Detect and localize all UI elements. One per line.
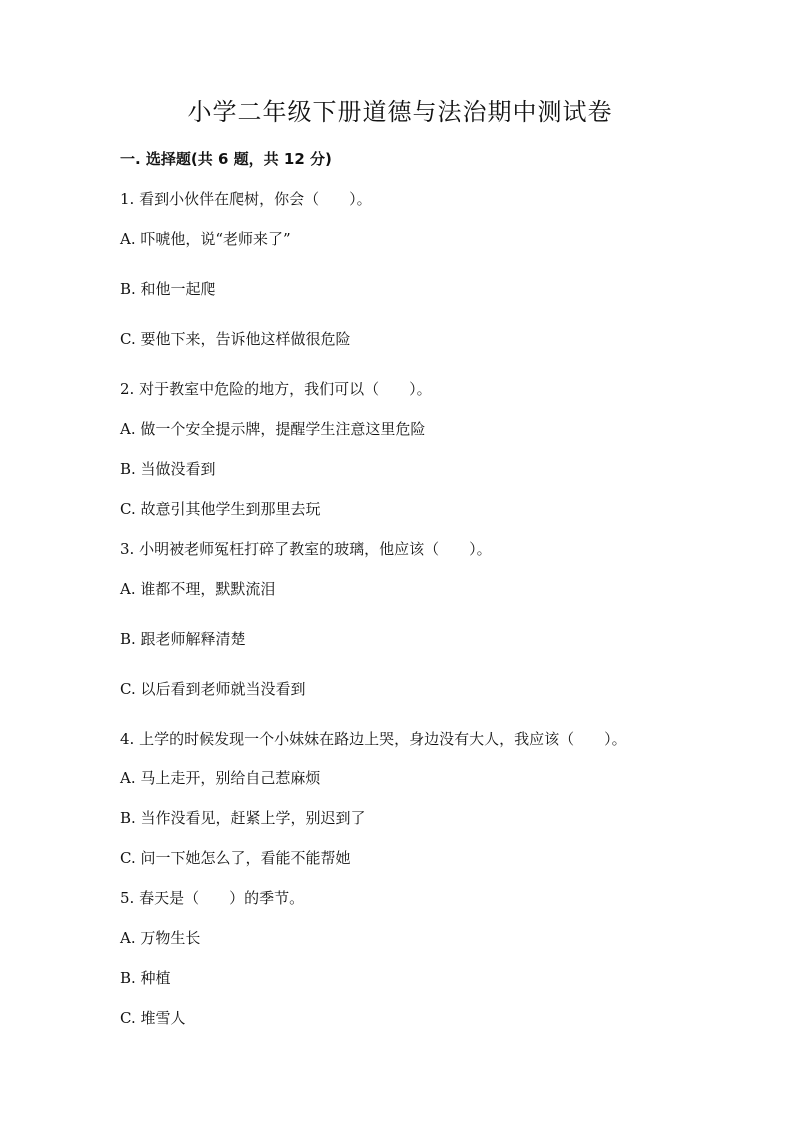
question-4-stem: 4. 上学的时候发现一个小妹妹在路边上哭，身边没有大人，我应该（ ）。	[120, 730, 627, 748]
question-3-option-b: B. 跟老师解释清楚	[120, 630, 246, 648]
page-title: 小学二年级下册道德与法治期中测试卷	[187, 98, 613, 126]
question-3-option-a: A. 谁都不理，默默流泪	[120, 580, 276, 598]
question-1-stem: 1. 看到小伙伴在爬树，你会（ ）。	[120, 190, 372, 208]
question-3-option-c: C. 以后看到老师就当没看到	[120, 680, 306, 698]
question-1-option-b: B. 和他一起爬	[120, 280, 216, 298]
question-5-option-a: A. 万物生长	[120, 929, 201, 947]
question-4-option-b: B. 当作没看见，赶紧上学，别迟到了	[120, 809, 366, 827]
question-5-stem: 5. 春天是（ ）的季节。	[120, 889, 305, 907]
question-1-option-c: C. 要他下来，告诉他这样做很危险	[120, 330, 351, 348]
question-5-option-b: B. 种植	[120, 969, 171, 987]
section-heading: 一. 选择题(共 6 题，共 12 分)	[120, 150, 332, 168]
question-4-option-a: A. 马上走开，别给自己惹麻烦	[120, 769, 321, 787]
question-2-option-c: C. 故意引其他学生到那里去玩	[120, 500, 321, 518]
question-2-stem: 2. 对于教室中危险的地方，我们可以（ ）。	[120, 380, 432, 398]
question-3-stem: 3. 小明被老师冤枉打碎了教室的玻璃，他应该（ ）。	[120, 540, 492, 558]
question-4-option-c: C. 问一下她怎么了，看能不能帮她	[120, 849, 351, 867]
question-2-option-a: A. 做一个安全提示牌，提醒学生注意这里危险	[120, 420, 426, 438]
question-5-option-c: C. 堆雪人	[120, 1009, 186, 1027]
question-2-option-b: B. 当做没看到	[120, 460, 216, 478]
question-1-option-a: A. 吓唬他，说“老师来了”	[120, 230, 291, 248]
